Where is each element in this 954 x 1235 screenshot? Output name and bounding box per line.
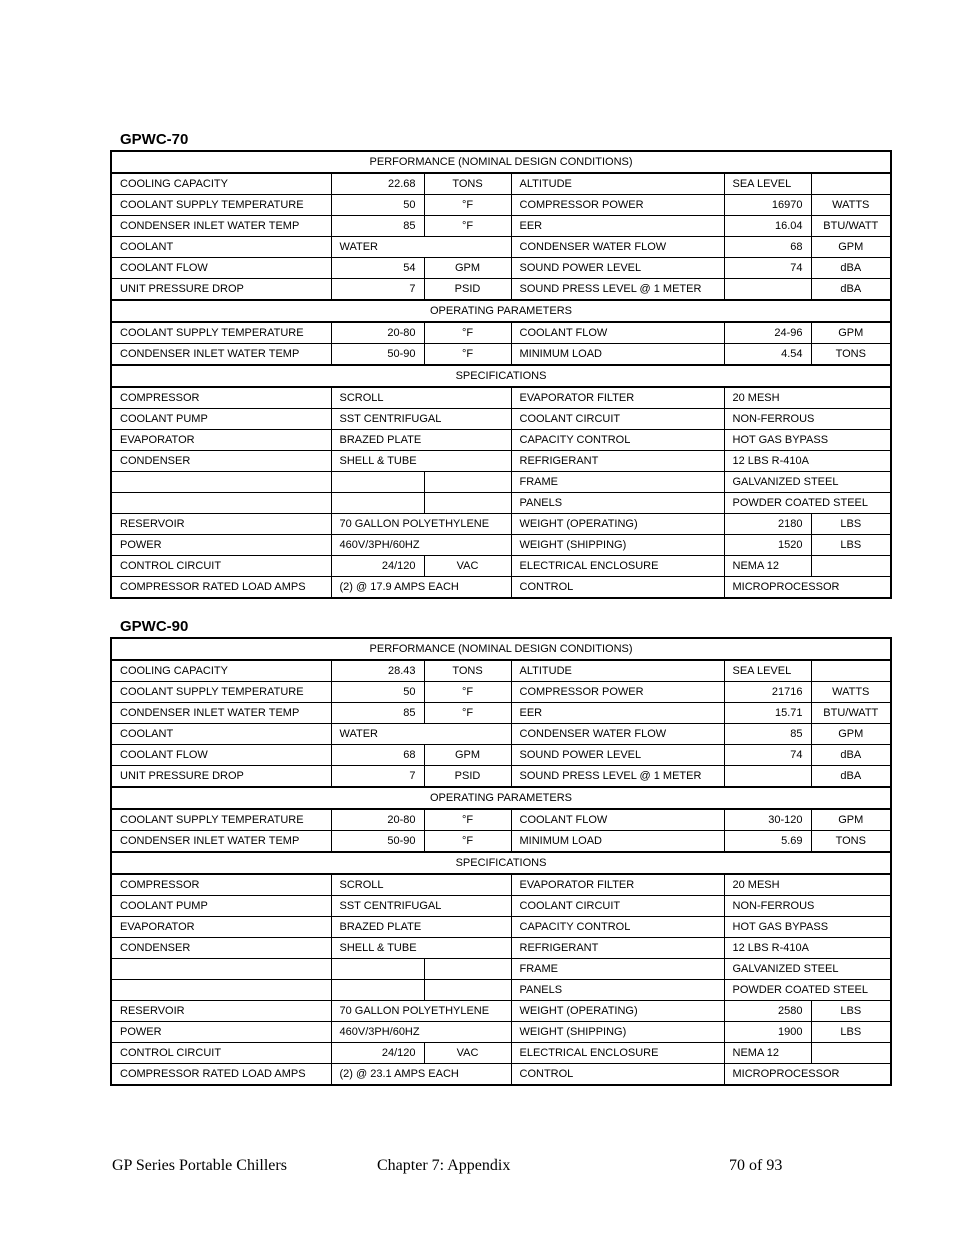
row-label: COOLANT FLOW <box>111 745 331 766</box>
row-label: WEIGHT (OPERATING) <box>511 514 724 535</box>
row-unit: PSID <box>424 766 511 788</box>
row-unit <box>811 173 891 195</box>
row-value: SST CENTRIFUGAL <box>331 409 511 430</box>
row-value <box>331 493 424 514</box>
row-value: 85 <box>331 216 424 237</box>
row-value: 16970 <box>724 195 811 216</box>
table-row <box>111 514 891 535</box>
row-label: COOLANT FLOW <box>111 258 331 279</box>
section-header-row <box>111 300 891 322</box>
row-value: 24-96 <box>724 322 811 344</box>
section-header: PERFORMANCE (NOMINAL DESIGN CONDITIONS) <box>111 638 891 660</box>
row-label: ELECTRICAL ENCLOSURE <box>511 1043 724 1064</box>
row-value: 50 <box>331 682 424 703</box>
row-value: 70 GALLON POLYETHYLENE <box>331 1001 511 1022</box>
row-unit: GPM <box>811 237 891 258</box>
row-unit: BTU/WATT <box>811 703 891 724</box>
row-unit: VAC <box>424 556 511 577</box>
section-header: OPERATING PARAMETERS <box>111 300 891 322</box>
row-value <box>331 472 424 493</box>
row-label: REFRIGERANT <box>511 938 724 959</box>
row-label: CONDENSER WATER FLOW <box>511 237 724 258</box>
section-header-row <box>111 787 891 809</box>
row-label: COMPRESSOR <box>111 874 331 896</box>
row-value: 4.54 <box>724 344 811 366</box>
row-unit: TONS <box>811 344 891 366</box>
table-row <box>111 322 891 344</box>
table-row <box>111 938 891 959</box>
row-label: EER <box>511 703 724 724</box>
row-unit: BTU/WATT <box>811 216 891 237</box>
row-label: CONTROL CIRCUIT <box>111 1043 331 1064</box>
row-label: CONTROL CIRCUIT <box>111 556 331 577</box>
row-value: 74 <box>724 745 811 766</box>
row-value: 70 GALLON POLYETHYLENE <box>331 514 511 535</box>
row-label: FRAME <box>511 959 724 980</box>
row-value: 460V/3PH/60HZ <box>331 1022 511 1043</box>
row-value: 28.43 <box>331 660 424 682</box>
table-row <box>111 809 891 831</box>
row-value: 5.69 <box>724 831 811 853</box>
row-unit <box>424 493 511 514</box>
row-label: COOLANT SUPPLY TEMPERATURE <box>111 195 331 216</box>
row-value: 24/120 <box>331 1043 424 1064</box>
row-value: 20 MESH <box>724 874 891 896</box>
row-value: 16.04 <box>724 216 811 237</box>
row-label: WEIGHT (SHIPPING) <box>511 535 724 556</box>
table-row <box>111 682 891 703</box>
row-unit: dBA <box>811 258 891 279</box>
row-value: 15.71 <box>724 703 811 724</box>
table-row <box>111 430 891 451</box>
row-value: 12 LBS R-410A <box>724 451 891 472</box>
row-value: 20-80 <box>331 809 424 831</box>
section-header: OPERATING PARAMETERS <box>111 787 891 809</box>
table-row <box>111 1043 891 1064</box>
row-label: RESERVOIR <box>111 514 331 535</box>
row-unit <box>811 556 891 577</box>
table-row <box>111 258 891 279</box>
row-label: EER <box>511 216 724 237</box>
row-label: SOUND POWER LEVEL <box>511 745 724 766</box>
row-label: COOLANT SUPPLY TEMPERATURE <box>111 809 331 831</box>
row-label: CAPACITY CONTROL <box>511 430 724 451</box>
row-label: CONDENSER WATER FLOW <box>511 724 724 745</box>
model-title: GPWC-90 <box>120 618 189 635</box>
row-value: 30-120 <box>724 809 811 831</box>
table-row <box>111 451 891 472</box>
row-value: 20-80 <box>331 322 424 344</box>
row-label: MINIMUM LOAD <box>511 831 724 853</box>
table-row <box>111 1022 891 1043</box>
table-row <box>111 766 891 788</box>
row-value: POWDER COATED STEEL <box>724 493 891 514</box>
section-header-row <box>111 638 891 660</box>
row-label: EVAPORATOR <box>111 430 331 451</box>
table-row <box>111 980 891 1001</box>
row-unit: °F <box>424 682 511 703</box>
row-value: NEMA 12 <box>724 1043 811 1064</box>
row-value <box>724 766 811 788</box>
row-label: COOLANT CIRCUIT <box>511 896 724 917</box>
row-value: 54 <box>331 258 424 279</box>
row-label: PANELS <box>511 493 724 514</box>
table-row <box>111 874 891 896</box>
row-unit: WATTS <box>811 195 891 216</box>
row-label <box>111 472 331 493</box>
table-row <box>111 493 891 514</box>
row-value: SEA LEVEL <box>724 173 811 195</box>
row-value: WATER <box>331 237 511 258</box>
row-label: UNIT PRESSURE DROP <box>111 766 331 788</box>
row-label: CONDENSER INLET WATER TEMP <box>111 831 331 853</box>
row-label: ALTITUDE <box>511 173 724 195</box>
row-value: 74 <box>724 258 811 279</box>
footer-document-title: GP Series Portable Chillers <box>112 1157 287 1174</box>
row-unit: GPM <box>424 258 511 279</box>
row-label: COOLING CAPACITY <box>111 660 331 682</box>
table-row <box>111 556 891 577</box>
row-value: POWDER COATED STEEL <box>724 980 891 1001</box>
row-label: POWER <box>111 535 331 556</box>
section-header: SPECIFICATIONS <box>111 852 891 874</box>
row-unit <box>424 472 511 493</box>
row-value: SEA LEVEL <box>724 660 811 682</box>
table-row <box>111 831 891 853</box>
row-value <box>331 959 424 980</box>
row-value: NON-FERROUS <box>724 409 891 430</box>
row-label: COOLANT SUPPLY TEMPERATURE <box>111 322 331 344</box>
section-header-row <box>111 852 891 874</box>
spec-table <box>110 150 892 599</box>
row-unit: dBA <box>811 745 891 766</box>
row-label: COMPRESSOR POWER <box>511 682 724 703</box>
section-header-row <box>111 365 891 387</box>
row-value: WATER <box>331 724 511 745</box>
row-label: CONDENSER INLET WATER TEMP <box>111 344 331 366</box>
row-unit: °F <box>424 195 511 216</box>
row-label: WEIGHT (OPERATING) <box>511 1001 724 1022</box>
row-value: 460V/3PH/60HZ <box>331 535 511 556</box>
row-value: 7 <box>331 279 424 301</box>
row-label: COOLANT FLOW <box>511 809 724 831</box>
row-value: 1520 <box>724 535 811 556</box>
row-value: 24/120 <box>331 556 424 577</box>
row-label: CONDENSER INLET WATER TEMP <box>111 216 331 237</box>
row-label: SOUND PRESS LEVEL @ 1 METER <box>511 279 724 301</box>
table-row <box>111 745 891 766</box>
row-label: POWER <box>111 1022 331 1043</box>
section-header-row <box>111 151 891 173</box>
row-label <box>111 493 331 514</box>
table-row <box>111 472 891 493</box>
row-label <box>111 980 331 1001</box>
row-unit: GPM <box>811 724 891 745</box>
row-unit: °F <box>424 216 511 237</box>
row-unit: VAC <box>424 1043 511 1064</box>
row-value: BRAZED PLATE <box>331 430 511 451</box>
row-value: SCROLL <box>331 874 511 896</box>
row-value: GALVANIZED STEEL <box>724 959 891 980</box>
section-header: PERFORMANCE (NOMINAL DESIGN CONDITIONS) <box>111 151 891 173</box>
row-unit: LBS <box>811 1022 891 1043</box>
row-value: SHELL & TUBE <box>331 938 511 959</box>
table-row <box>111 387 891 409</box>
row-label: SOUND POWER LEVEL <box>511 258 724 279</box>
row-value: (2) @ 23.1 AMPS EACH <box>331 1064 511 1086</box>
row-label: FRAME <box>511 472 724 493</box>
table-row <box>111 216 891 237</box>
row-value: 21716 <box>724 682 811 703</box>
row-label <box>111 959 331 980</box>
row-label: COMPRESSOR POWER <box>511 195 724 216</box>
row-unit <box>424 980 511 1001</box>
row-label: UNIT PRESSURE DROP <box>111 279 331 301</box>
row-unit: dBA <box>811 766 891 788</box>
row-unit <box>424 959 511 980</box>
row-unit: TONS <box>424 173 511 195</box>
footer-page-number: 70 of 93 <box>729 1157 783 1174</box>
row-value: 68 <box>331 745 424 766</box>
row-label: COMPRESSOR RATED LOAD AMPS <box>111 577 331 599</box>
row-unit: TONS <box>811 831 891 853</box>
table-row <box>111 173 891 195</box>
table-row <box>111 660 891 682</box>
row-label: COMPRESSOR <box>111 387 331 409</box>
model-title: GPWC-70 <box>120 131 189 148</box>
row-label: WEIGHT (SHIPPING) <box>511 1022 724 1043</box>
row-value: 2180 <box>724 514 811 535</box>
row-label: COOLANT FLOW <box>511 322 724 344</box>
row-label: ELECTRICAL ENCLOSURE <box>511 556 724 577</box>
row-label: EVAPORATOR FILTER <box>511 874 724 896</box>
table-row <box>111 344 891 366</box>
row-value <box>724 279 811 301</box>
row-value: 22.68 <box>331 173 424 195</box>
row-value: 85 <box>331 703 424 724</box>
row-unit <box>811 660 891 682</box>
row-label: COOLANT PUMP <box>111 896 331 917</box>
row-label: COOLANT PUMP <box>111 409 331 430</box>
table-row <box>111 896 891 917</box>
row-value: SHELL & TUBE <box>331 451 511 472</box>
row-unit <box>811 1043 891 1064</box>
row-unit: GPM <box>424 745 511 766</box>
row-label: EVAPORATOR <box>111 917 331 938</box>
row-label: COOLING CAPACITY <box>111 173 331 195</box>
row-label: CAPACITY CONTROL <box>511 917 724 938</box>
row-value: 50-90 <box>331 344 424 366</box>
row-label: SOUND PRESS LEVEL @ 1 METER <box>511 766 724 788</box>
row-label: COOLANT SUPPLY TEMPERATURE <box>111 682 331 703</box>
row-label: COMPRESSOR RATED LOAD AMPS <box>111 1064 331 1086</box>
table-row <box>111 917 891 938</box>
row-unit: WATTS <box>811 682 891 703</box>
row-value: MICROPROCESSOR <box>724 1064 891 1086</box>
row-value <box>331 980 424 1001</box>
row-value: 1900 <box>724 1022 811 1043</box>
row-value: NEMA 12 <box>724 556 811 577</box>
section-header: SPECIFICATIONS <box>111 365 891 387</box>
row-label: CONTROL <box>511 577 724 599</box>
row-unit: dBA <box>811 279 891 301</box>
row-value: MICROPROCESSOR <box>724 577 891 599</box>
table-row <box>111 279 891 301</box>
row-unit: GPM <box>811 809 891 831</box>
table-row <box>111 1001 891 1022</box>
row-value: 7 <box>331 766 424 788</box>
table-row <box>111 237 891 258</box>
footer-chapter: Chapter 7: Appendix <box>377 1157 511 1174</box>
row-value: 68 <box>724 237 811 258</box>
row-unit: TONS <box>424 660 511 682</box>
row-value: 2580 <box>724 1001 811 1022</box>
row-value: 85 <box>724 724 811 745</box>
row-value: GALVANIZED STEEL <box>724 472 891 493</box>
table-row <box>111 577 891 599</box>
row-label: CONTROL <box>511 1064 724 1086</box>
row-unit: °F <box>424 322 511 344</box>
table-row <box>111 959 891 980</box>
row-unit: LBS <box>811 535 891 556</box>
table-row <box>111 724 891 745</box>
row-value: SST CENTRIFUGAL <box>331 896 511 917</box>
row-unit: LBS <box>811 514 891 535</box>
table-row <box>111 535 891 556</box>
table-row <box>111 195 891 216</box>
row-label: REFRIGERANT <box>511 451 724 472</box>
table-row <box>111 409 891 430</box>
row-value: HOT GAS BYPASS <box>724 430 891 451</box>
row-label: PANELS <box>511 980 724 1001</box>
row-label: CONDENSER <box>111 938 331 959</box>
row-value: 12 LBS R-410A <box>724 938 891 959</box>
row-value: HOT GAS BYPASS <box>724 917 891 938</box>
row-value: 50 <box>331 195 424 216</box>
row-label: ALTITUDE <box>511 660 724 682</box>
row-unit: °F <box>424 831 511 853</box>
row-label: COOLANT <box>111 237 331 258</box>
row-unit: LBS <box>811 1001 891 1022</box>
spec-table <box>110 637 892 1086</box>
row-label: COOLANT <box>111 724 331 745</box>
row-label: COOLANT CIRCUIT <box>511 409 724 430</box>
row-value: BRAZED PLATE <box>331 917 511 938</box>
row-label: MINIMUM LOAD <box>511 344 724 366</box>
row-unit: °F <box>424 809 511 831</box>
row-label: RESERVOIR <box>111 1001 331 1022</box>
row-label: EVAPORATOR FILTER <box>511 387 724 409</box>
table-row <box>111 703 891 724</box>
row-unit: GPM <box>811 322 891 344</box>
row-value: 50-90 <box>331 831 424 853</box>
row-value: 20 MESH <box>724 387 891 409</box>
row-unit: °F <box>424 703 511 724</box>
row-value: SCROLL <box>331 387 511 409</box>
table-row <box>111 1064 891 1086</box>
row-label: CONDENSER <box>111 451 331 472</box>
row-value: NON-FERROUS <box>724 896 891 917</box>
row-label: CONDENSER INLET WATER TEMP <box>111 703 331 724</box>
row-unit: °F <box>424 344 511 366</box>
row-value: (2) @ 17.9 AMPS EACH <box>331 577 511 599</box>
row-unit: PSID <box>424 279 511 301</box>
